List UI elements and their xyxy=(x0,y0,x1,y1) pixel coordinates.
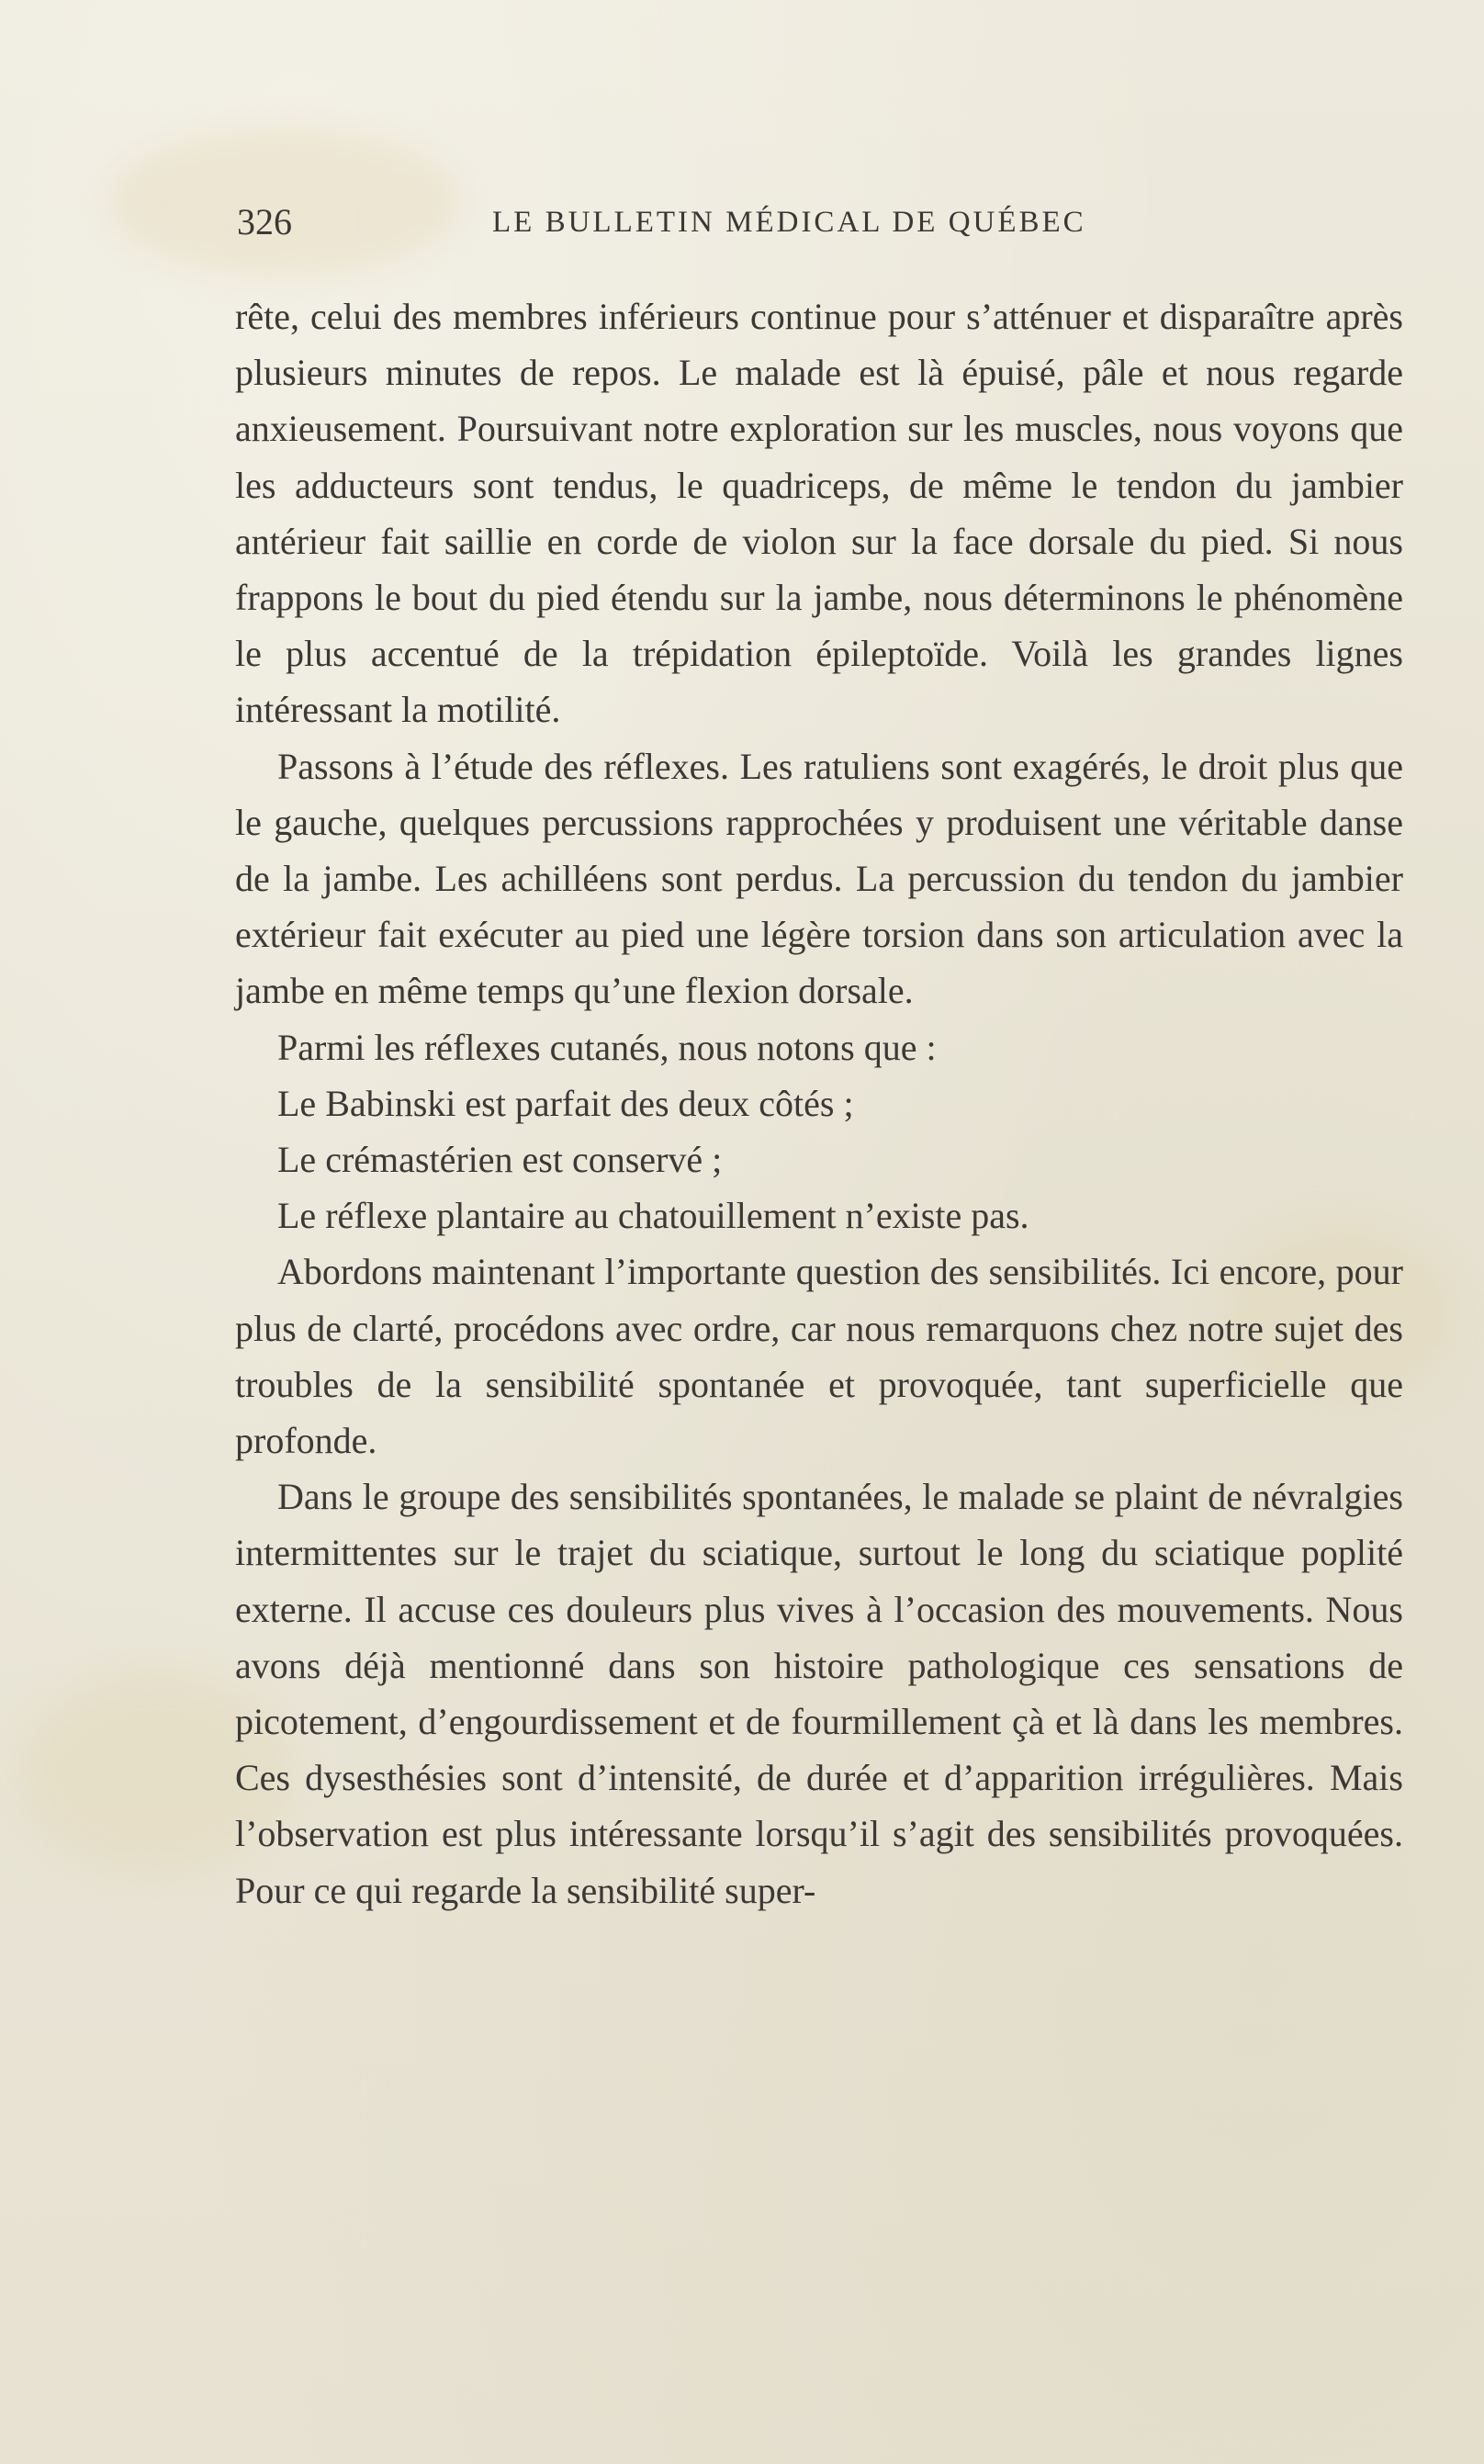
paragraph: Abordons maintenant l’importante question des sensibilités. Ici encore, pour plus de clarté, procédons avec ordre, car nous remarquons chez notre sujet des troubles de la sensibilité spontanée et provoquée, tant superficielle que profonde. xyxy=(235,1251,1403,1462)
paragraph: Le réflexe plantaire au chatouillement n’existe pas. xyxy=(277,1195,1029,1237)
paragraph: rête, celui des membres inférieurs continue pour s’atténuer et disparaître après plusieurs minutes de repos. Le malade est là épuisé, pâle et nous regarde anxieusement. Poursuivant notre exploration sur les muscles, nous voyons que les adducteurs sont tendus, le quadriceps, de même le tendon du jambier antérieur fait saillie en corde de violon sur la face dorsale du pied. Si nous frappons le bout du pied étendu sur la jambe, nous déterminons le phénomène le plus accentué de la trépidation épileptoïde. Voilà les grandes lignes intéressant la motilité. xyxy=(235,296,1403,731)
running-head: LE BULLETIN MÉDICAL DE QUÉBEC xyxy=(492,206,1086,239)
body-text xyxy=(235,288,1403,1918)
paragraph: Parmi les réflexes cutanés, nous notons que : xyxy=(277,1026,937,1068)
paragraph: Le Babinski est parfait des deux côtés ; xyxy=(277,1082,854,1124)
page-number: 326 xyxy=(237,201,292,242)
paragraph: Le crémastérien est conservé ; xyxy=(277,1139,723,1181)
paragraph: Dans le groupe des sensibilités spontanées, le malade se plaint de névralgies intermittentes sur le trajet du sciatique, surtout le long du sciatique poplité externe. Il accuse ces douleurs plus vives à l’occasion des mouvements. Nous avons déjà mentionné dans son histoire pathologique ces sensations de picotement, d’engourdissement et de fourmillement çà et là dans les membres. Ces dysesthésies sont d’intensité, de durée et d’apparition irrégulières. Mais l’observation est plus intéressante lorsqu’il s’agit des sensibilités provoquées. Pour ce qui regarde la sensibilité super- xyxy=(235,1476,1403,1911)
paragraph: Passons à l’étude des réflexes. Les ratuliens sont exagérés, le droit plus que le gauche, quelques percussions rapprochées y produisent une véritable danse de la jambe. Les achilléens sont perdus. La percussion du tendon du jambier extérieur fait exécuter au pied une légère torsion dans son articulation avec la jambe en même temps qu’une flexion dorsale. xyxy=(235,745,1403,1012)
page-header xyxy=(237,195,1403,250)
